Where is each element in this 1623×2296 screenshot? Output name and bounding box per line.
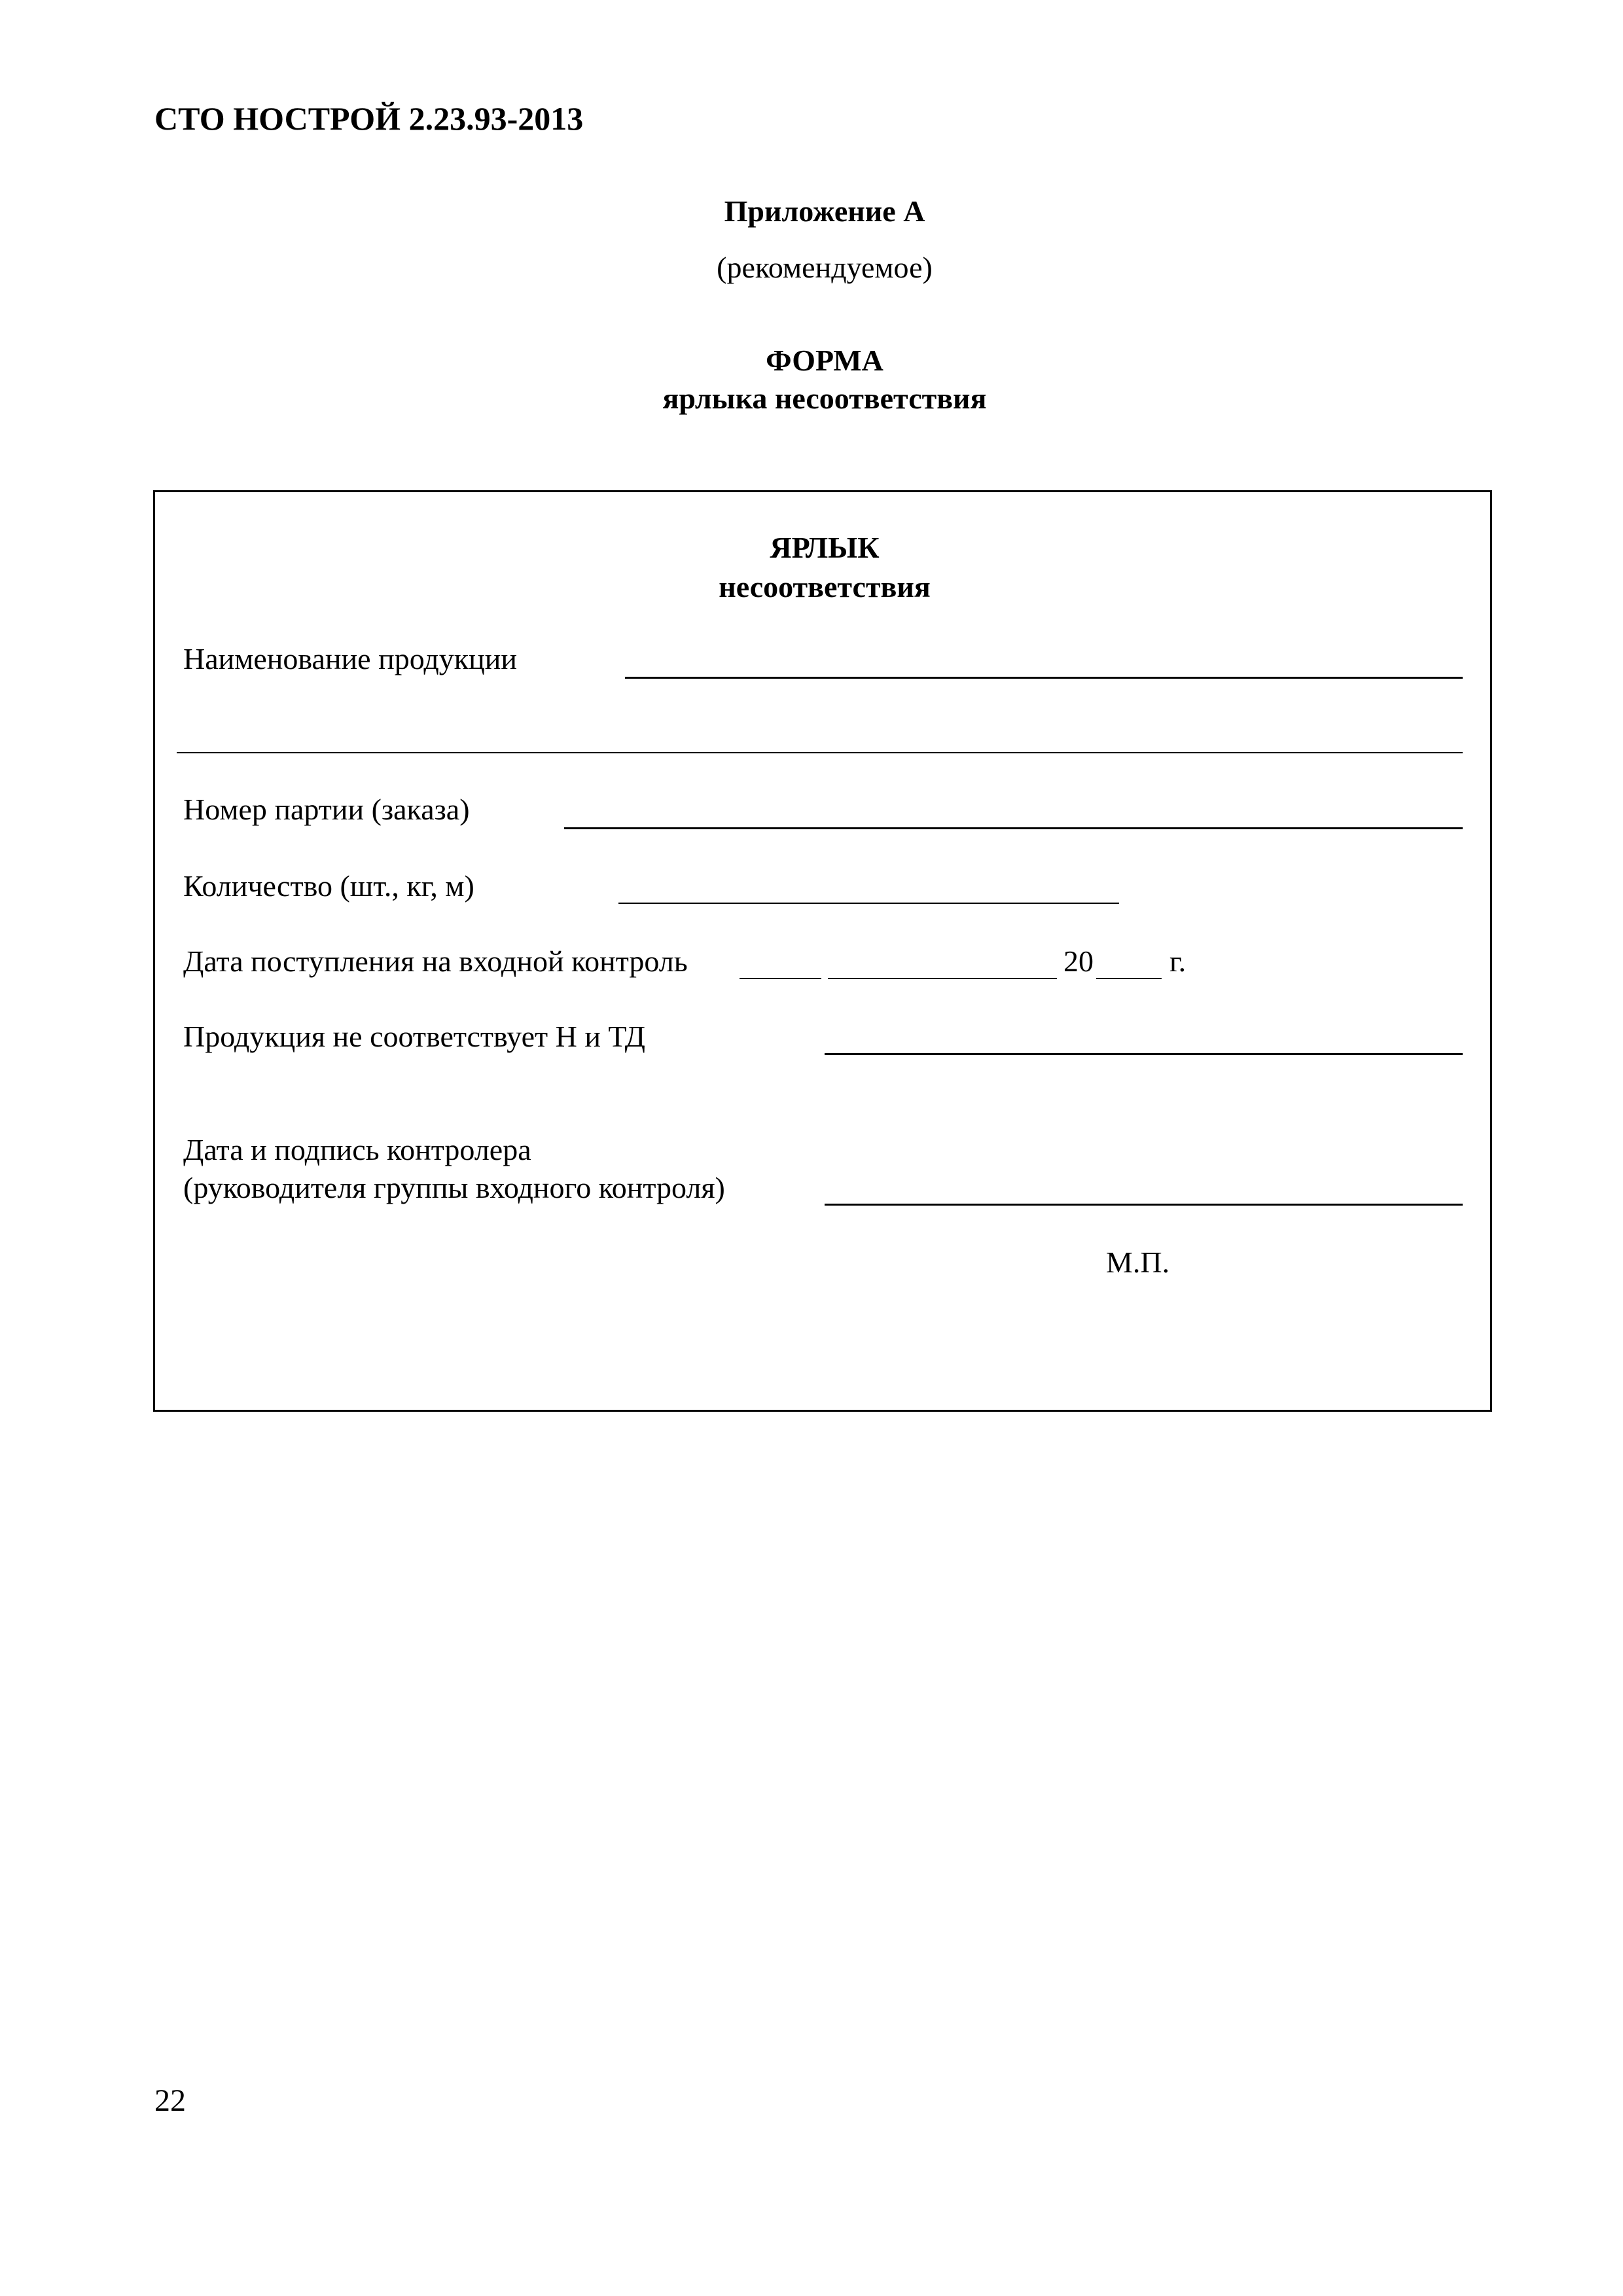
signature-label-line2: (руководителя группы входного контроля) [183,1171,725,1204]
batch-number-field[interactable] [564,827,1463,829]
page-number: 22 [154,2083,186,2118]
tag-subtitle: несоответствия [719,570,931,603]
receipt-month-field[interactable] [828,978,1057,979]
document-code: СТО НОСТРОЙ 2.23.93-2013 [154,100,584,137]
signature-field[interactable] [825,1204,1463,1206]
quantity-label: Количество (шт., кг, м) [183,869,474,903]
tag-title: ЯРЛЫК [770,531,880,564]
form-title: ФОРМА [766,344,883,377]
product-name-field-continuation[interactable] [177,752,1463,753]
appendix-title: Приложение А [724,194,925,228]
batch-number-label: Номер партии (заказа) [183,793,470,826]
receipt-day-field[interactable] [740,978,821,979]
year-suffix: г. [1169,944,1186,978]
stamp-place: М.П. [1106,1246,1170,1279]
form-subtitle: ярлыка несоответствия [662,382,987,415]
product-name-label: Наименование продукции [183,642,517,675]
receipt-year-field[interactable] [1096,978,1162,979]
signature-label-line1: Дата и подпись контролера [183,1133,531,1166]
receipt-date-label: Дата поступления на входной контроль [183,944,688,978]
nonconformity-label: Продукция не соответствует Н и ТД [183,1020,646,1053]
year-prefix: 20 [1063,944,1094,978]
appendix-status: (рекомендуемое) [717,251,933,284]
product-name-field[interactable] [625,677,1463,679]
quantity-field[interactable] [618,903,1119,904]
nonconformity-field[interactable] [825,1053,1463,1055]
